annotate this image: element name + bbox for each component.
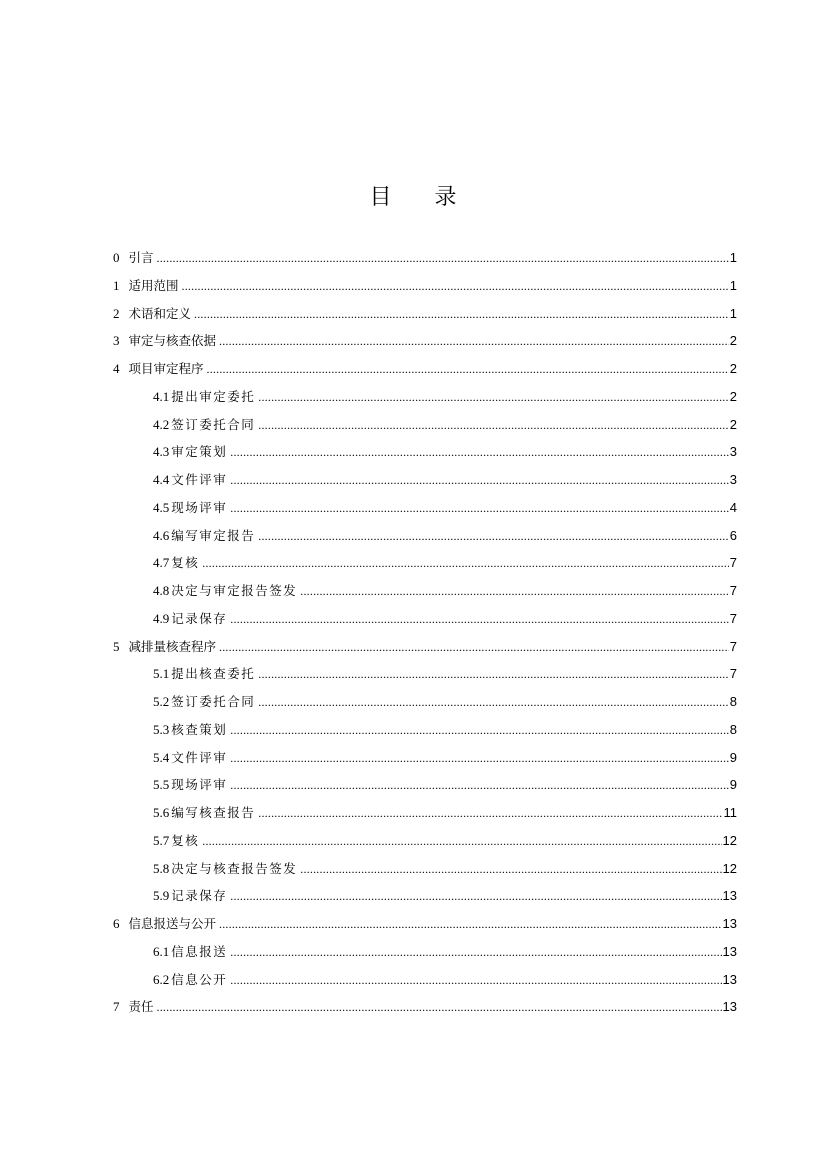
toc-entry-number: 4.1 — [153, 388, 170, 404]
toc-entry-label: 编写核查报告 — [171, 805, 256, 820]
toc-entry[interactable] — [113, 855, 737, 883]
toc-entry[interactable] — [113, 549, 737, 577]
toc-entry-page-number: 8 — [729, 694, 737, 709]
toc-entry-number: 4.9 — [153, 610, 170, 626]
toc-entry[interactable] — [113, 993, 737, 1021]
toc-entry-page-number: 1 — [729, 277, 737, 293]
toc-entry-label: 引言 — [128, 250, 154, 265]
toc-dot-leader — [230, 883, 721, 911]
toc-entry-label: 签订委托合同 — [171, 694, 256, 709]
toc-dot-leader — [219, 328, 729, 356]
toc-entry[interactable] — [113, 688, 737, 716]
toc-entry-page-number: 7 — [729, 610, 737, 626]
toc-dot-leader — [219, 911, 722, 939]
toc-entry-label: 术语和定义 — [128, 305, 192, 321]
toc-entry-label: 决定与审定报告签发 — [171, 583, 298, 598]
toc-entry-number: 5.9 — [153, 888, 170, 904]
toc-entry-number: 5 — [113, 638, 120, 654]
toc-entry[interactable] — [113, 799, 737, 827]
toc-dot-leader — [230, 772, 729, 800]
toc-entry-label: 现场评审 — [171, 499, 228, 515]
toc-entry-number: 7 — [113, 999, 120, 1015]
toc-entry-label: 记录保存 — [171, 610, 228, 626]
toc-dot-leader — [300, 856, 721, 884]
toc-entry[interactable] — [113, 882, 737, 910]
toc-entry-page-number: 7 — [729, 583, 737, 598]
toc-entry-number: 5.8 — [153, 860, 170, 876]
toc-entry-number: 4.8 — [153, 583, 170, 598]
toc-entry[interactable] — [113, 438, 737, 466]
toc-entry-page-number: 13 — [722, 943, 737, 959]
toc-dot-leader — [157, 994, 722, 1022]
toc-entry-number: 5.1 — [153, 666, 170, 682]
table-of-contents — [113, 244, 737, 1021]
toc-entry-label: 提出审定委托 — [171, 388, 256, 404]
toc-entry-label: 项目审定程序 — [128, 361, 204, 376]
toc-entry[interactable] — [113, 966, 737, 994]
toc-entry-label: 审定与核查依据 — [128, 333, 217, 349]
toc-entry-number: 5.4 — [153, 749, 170, 765]
toc-entry-label: 复核 — [171, 832, 200, 848]
toc-entry[interactable] — [113, 411, 737, 439]
toc-dot-leader — [219, 634, 729, 662]
toc-entry[interactable] — [113, 910, 737, 938]
toc-entry[interactable] — [113, 244, 737, 272]
toc-entry-label: 文件评审 — [171, 472, 228, 487]
toc-entry[interactable] — [113, 466, 737, 494]
toc-dot-leader — [230, 939, 721, 967]
toc-entry-label: 编写审定报告 — [171, 527, 256, 543]
toc-entry-page-number: 13 — [722, 888, 737, 904]
toc-entry-label: 签订委托合同 — [171, 416, 256, 432]
toc-entry[interactable] — [113, 633, 737, 661]
toc-dot-leader — [258, 523, 729, 551]
toc-entry-number: 4.5 — [153, 499, 170, 515]
toc-entry-number: 4 — [113, 361, 120, 376]
toc-entry-number: 5.7 — [153, 832, 170, 848]
toc-entry-number: 6.1 — [153, 943, 170, 959]
toc-entry-page-number: 2 — [729, 361, 737, 376]
toc-entry-page-number: 3 — [729, 472, 737, 487]
toc-entry-page-number: 3 — [729, 444, 737, 460]
toc-entry-page-number: 7 — [729, 638, 737, 654]
toc-dot-leader — [194, 301, 729, 329]
toc-entry-number: 1 — [113, 277, 120, 293]
toc-entry-page-number: 4 — [729, 499, 737, 515]
toc-entry[interactable] — [113, 771, 737, 799]
toc-entry-number: 4.7 — [153, 555, 170, 571]
toc-entry[interactable] — [113, 660, 737, 688]
toc-entry-number: 4.6 — [153, 527, 170, 543]
toc-entry-label: 文件评审 — [171, 749, 228, 765]
toc-entry-number: 5.2 — [153, 694, 170, 709]
toc-entry-page-number: 12 — [722, 860, 737, 876]
toc-entry-page-number: 1 — [729, 250, 737, 265]
toc-entry[interactable] — [113, 383, 737, 411]
toc-entry-page-number: 12 — [722, 832, 737, 848]
toc-entry-page-number: 6 — [729, 527, 737, 543]
toc-dot-leader — [202, 828, 721, 856]
toc-entry[interactable] — [113, 494, 737, 522]
toc-entry-number: 5.5 — [153, 777, 170, 793]
toc-entry-page-number: 2 — [729, 388, 737, 404]
toc-entry-label: 决定与核查报告签发 — [171, 860, 298, 876]
toc-dot-leader — [300, 578, 729, 606]
toc-entry-number: 4.4 — [153, 472, 170, 487]
toc-dot-leader — [230, 467, 729, 495]
toc-dot-leader — [230, 439, 729, 467]
toc-entry-label: 信息报送与公开 — [128, 916, 217, 931]
toc-entry[interactable] — [113, 327, 737, 355]
toc-entry-label: 审定策划 — [171, 444, 228, 460]
toc-dot-leader — [182, 273, 729, 301]
toc-entry[interactable] — [113, 605, 737, 633]
toc-entry[interactable] — [113, 300, 737, 328]
toc-entry[interactable] — [113, 577, 737, 605]
toc-entry-label: 信息报送 — [171, 943, 228, 959]
toc-entry-label: 责任 — [128, 999, 154, 1015]
toc-entry-page-number: 7 — [729, 666, 737, 682]
toc-entry-number: 3 — [113, 333, 120, 349]
toc-entry-number: 4.3 — [153, 444, 170, 460]
toc-dot-leader — [230, 745, 729, 773]
toc-dot-leader — [258, 384, 729, 412]
toc-entry-page-number: 9 — [729, 777, 737, 793]
toc-entry-label: 提出核查委托 — [171, 666, 256, 682]
toc-entry-number: 5.3 — [153, 721, 170, 737]
toc-dot-leader — [258, 661, 729, 689]
toc-dot-leader — [258, 800, 722, 828]
toc-dot-leader — [207, 356, 729, 384]
page-title: 目 录 — [369, 185, 475, 210]
toc-entry[interactable] — [113, 827, 737, 855]
toc-entry-page-number: 13 — [722, 999, 737, 1015]
toc-dot-leader — [230, 967, 721, 995]
toc-entry-number: 5.6 — [153, 805, 170, 820]
toc-entry-page-number: 8 — [729, 721, 737, 737]
toc-entry-number: 6.2 — [153, 971, 170, 987]
toc-dot-leader — [230, 606, 729, 634]
toc-entry-page-number: 1 — [729, 305, 737, 321]
toc-dot-leader — [258, 412, 729, 440]
toc-entry-label: 现场评审 — [171, 777, 228, 793]
toc-dot-leader — [258, 689, 729, 717]
toc-dot-leader — [157, 245, 729, 273]
toc-entry[interactable] — [113, 938, 737, 966]
toc-entry-number: 6 — [113, 916, 120, 931]
toc-entry-label: 适用范围 — [128, 277, 179, 293]
toc-entry-label: 复核 — [171, 555, 200, 571]
toc-entry-label: 信息公开 — [171, 971, 228, 987]
toc-entry-page-number: 2 — [729, 333, 737, 349]
toc-entry-page-number: 2 — [729, 416, 737, 432]
toc-entry-page-number: 7 — [729, 555, 737, 571]
toc-entry-label: 核查策划 — [171, 721, 228, 737]
toc-dot-leader — [230, 717, 729, 745]
toc-entry[interactable] — [113, 272, 737, 300]
toc-entry-label: 记录保存 — [171, 888, 228, 904]
toc-entry-number: 0 — [113, 250, 120, 265]
toc-entry-number: 2 — [113, 305, 120, 321]
toc-entry-number: 4.2 — [153, 416, 170, 432]
toc-dot-leader — [230, 495, 729, 523]
toc-entry-page-number: 13 — [722, 916, 737, 931]
toc-entry[interactable] — [113, 355, 737, 383]
toc-entry-page-number: 9 — [729, 749, 737, 765]
toc-entry[interactable] — [113, 744, 737, 772]
toc-entry[interactable] — [113, 716, 737, 744]
toc-entry-label: 减排量核查程序 — [128, 638, 217, 654]
toc-entry[interactable] — [113, 522, 737, 550]
toc-entry-page-number: 13 — [722, 971, 737, 987]
toc-entry-page-number: 11 — [723, 805, 737, 820]
toc-dot-leader — [202, 550, 729, 578]
